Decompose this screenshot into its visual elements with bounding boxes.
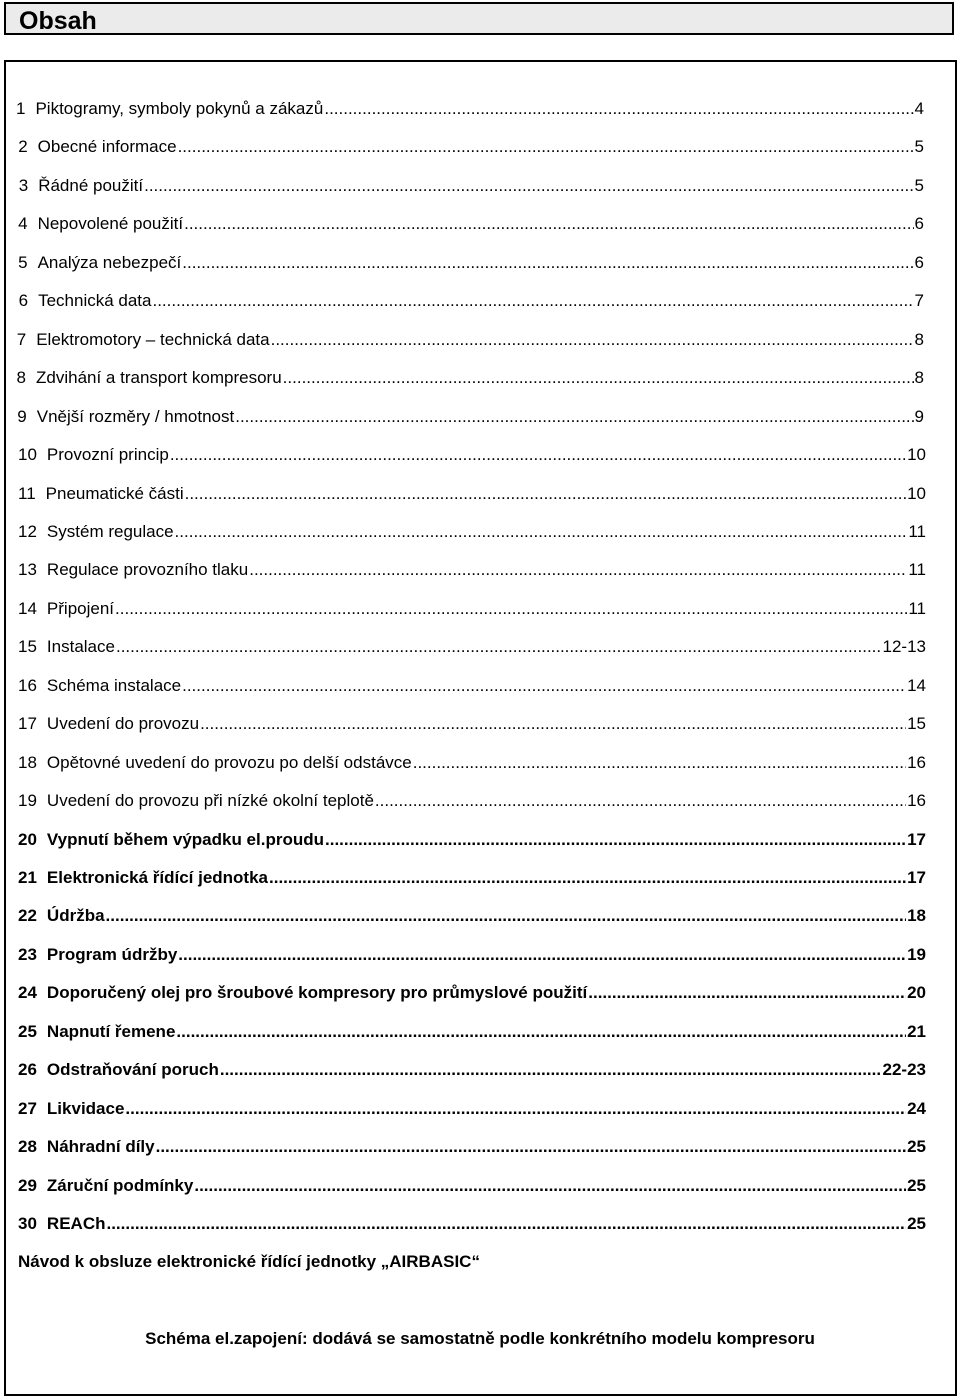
toc-leader-dots (324, 98, 913, 120)
toc-leader-dots (184, 213, 913, 235)
toc-row[interactable] (18, 829, 926, 851)
toc-row[interactable] (18, 1136, 926, 1158)
toc-page-number: 19 (907, 944, 926, 964)
toc-leader-dots (249, 559, 907, 581)
wiring-diagram-note: Schéma el.zapojení: dodává se samostatně podle konkrétního modelu kompresoru (145, 1329, 815, 1348)
toc-leader-dots (283, 367, 914, 389)
page-title: Obsah (19, 7, 97, 35)
toc-number: 15 (18, 637, 37, 657)
toc-page-number: 5 (914, 175, 924, 195)
toc-title: Analýza nebezpečí (37, 252, 182, 272)
toc-leader-dots (269, 867, 906, 889)
toc-leader-dots (413, 752, 906, 774)
toc-page-number: 6 (914, 214, 924, 234)
toc-row[interactable] (18, 1213, 926, 1235)
toc-leader-dots (185, 483, 906, 505)
toc-title: Systém regulace (46, 521, 174, 541)
header-bar (4, 2, 954, 35)
toc-title: Elektromotory – technická data (36, 329, 270, 349)
toc-page-number: 22-23 (882, 1060, 926, 1080)
toc-number: 4 (18, 214, 28, 234)
toc-page-number: 11 (908, 560, 926, 580)
toc-title: Uvedení do provozu při nízké okolní teplotě (46, 791, 374, 811)
toc-number: 9 (17, 406, 27, 426)
toc-row[interactable] (16, 406, 924, 428)
toc-number: 22 (18, 906, 37, 926)
toc-page-number: 17 (907, 829, 926, 849)
toc-title: Schéma instalace (46, 675, 182, 695)
toc-title: Regulace provozního tlaku (46, 560, 249, 580)
toc-number: 14 (18, 598, 37, 618)
toc-leader-dots (375, 790, 906, 812)
toc-title: REACh (46, 1214, 106, 1234)
toc-title: Instalace (46, 637, 115, 657)
toc-title: Vnější rozměry / hmotnost (36, 406, 235, 426)
toc-number: 16 (18, 675, 37, 695)
toc-page-number: 9 (914, 406, 924, 426)
toc-number: 7 (16, 329, 27, 349)
toc-page-number: 5 (914, 137, 924, 157)
toc-leader-dots (182, 675, 906, 697)
toc-leader-dots (156, 1136, 906, 1158)
toc-row[interactable] (16, 136, 924, 158)
toc-page-number: 25 (907, 1137, 926, 1157)
toc-number: 25 (18, 1021, 37, 1041)
toc-leader-dots (144, 175, 913, 197)
toc-row[interactable] (18, 559, 926, 581)
toc-row[interactable] (16, 98, 924, 120)
toc-row[interactable] (18, 1059, 926, 1081)
toc-leader-dots (200, 713, 906, 735)
toc-number: 26 (18, 1060, 37, 1080)
toc-page-number: 8 (914, 329, 924, 349)
toc-page-number: 25 (907, 1175, 926, 1195)
toc-leader-dots (182, 252, 913, 274)
toc-title: Likvidace (46, 1098, 125, 1118)
toc-number: 13 (18, 560, 37, 580)
toc-row[interactable] (16, 252, 924, 274)
toc-leader-dots (170, 444, 906, 466)
toc-number: 17 (18, 714, 37, 734)
toc-title: Napnutí řemene (46, 1021, 176, 1041)
toc-title: Piktogramy, symboly pokynů a zákazů (35, 99, 324, 118)
toc-number: 24 (18, 983, 37, 1003)
toc-page-number: 8 (914, 368, 924, 388)
toc-row[interactable] (18, 1021, 926, 1043)
toc-page-number: 14 (907, 675, 926, 695)
toc-number: 20 (18, 829, 37, 849)
toc-number: 18 (18, 752, 37, 772)
toc-title: Řádné použití (38, 175, 144, 195)
toc-page-number: 17 (907, 868, 926, 887)
toc-page-number: 11 (908, 598, 926, 618)
toc-title: Provozní princip (46, 445, 169, 465)
toc-page-number: 21 (907, 1021, 926, 1041)
toc-row[interactable] (18, 790, 926, 812)
toc-row[interactable] (18, 982, 926, 1004)
toc-page-number: 4 (914, 99, 924, 118)
toc-page-number: 24 (907, 1098, 926, 1118)
toc-number: 3 (18, 175, 29, 195)
toc-leader-dots (178, 136, 914, 158)
toc-leader-dots (178, 944, 906, 966)
toc-number: 28 (18, 1137, 37, 1157)
toc-title: Vypnutí během výpadku el.proudu (46, 829, 324, 849)
toc-leader-dots (194, 1175, 906, 1197)
airbasic-manual-line: Návod k obsluze elektronické řídící jednotky „AIRBASIC“ (18, 1252, 480, 1271)
toc-leader-dots (125, 1098, 906, 1120)
toc-page-number: 11 (908, 521, 926, 541)
toc-page-number: 20 (907, 983, 926, 1003)
toc-leader-dots (271, 329, 914, 351)
toc-number: 8 (16, 368, 26, 388)
toc-title: Připojení (46, 598, 115, 618)
toc-row[interactable] (18, 713, 926, 735)
toc-title: Obecné informace (37, 137, 177, 157)
toc-title: Údržba (46, 906, 105, 926)
toc-leader-dots (106, 1213, 906, 1235)
toc-page-number: 7 (914, 291, 924, 311)
toc-leader-dots (116, 636, 882, 658)
toc-title: Nepovolené použití (37, 214, 184, 234)
toc-page-number: 18 (907, 906, 926, 926)
toc-row[interactable] (16, 175, 924, 197)
toc-row[interactable] (18, 867, 926, 889)
toc-row[interactable] (18, 444, 926, 466)
toc-leader-dots (235, 406, 913, 428)
toc-page-number: 6 (914, 252, 924, 272)
toc-title: Odstraňování poruch (46, 1060, 219, 1080)
toc-leader-dots (175, 521, 908, 543)
toc-title: Uvedení do provozu (46, 714, 200, 734)
toc-title: Opětovné uvedení do provozu po delší odstávce (46, 752, 412, 772)
toc-title: Pneumatické části (45, 483, 184, 503)
toc-row[interactable] (18, 905, 926, 927)
toc-row[interactable] (18, 483, 926, 505)
toc-leader-dots (106, 905, 907, 927)
toc-page-number: 15 (907, 714, 926, 734)
toc-row[interactable] (16, 213, 924, 235)
toc-row[interactable] (18, 1098, 926, 1120)
toc-number: 2 (18, 137, 28, 157)
toc-page-number: 10 (907, 445, 926, 465)
toc-row[interactable] (18, 675, 926, 697)
toc-number: 5 (18, 252, 28, 272)
toc-title: Program údržby (46, 944, 178, 964)
toc-title: Elektronická řídící jednotka (46, 868, 268, 887)
toc-row[interactable] (18, 636, 926, 658)
toc-title: Zdvihání a transport kompresoru (36, 368, 282, 388)
toc-number: 1 (16, 99, 26, 118)
toc-page-number: 12-13 (882, 637, 926, 657)
toc-number: 23 (18, 944, 37, 964)
toc-number: 27 (18, 1098, 37, 1118)
toc-leader-dots (115, 598, 907, 620)
toc-row[interactable] (16, 290, 924, 312)
toc-page-number: 16 (907, 752, 926, 772)
toc-number: 21 (18, 868, 37, 887)
toc-row[interactable] (18, 944, 926, 966)
toc-row[interactable] (18, 521, 926, 543)
toc-leader-dots (176, 1021, 906, 1043)
toc-title: Náhradní díly (46, 1137, 155, 1157)
toc-row[interactable] (16, 367, 924, 389)
toc-number: 19 (18, 791, 37, 811)
toc-leader-dots (588, 982, 906, 1004)
toc-row[interactable] (18, 1175, 926, 1197)
toc-number: 11 (18, 483, 36, 503)
toc-title: Doporučený olej pro šroubové kompresory pro průmyslové použití (46, 983, 588, 1003)
toc-leader-dots (325, 829, 906, 851)
toc-number: 12 (18, 521, 37, 541)
toc-page-number: 10 (907, 483, 926, 503)
toc-row[interactable] (16, 329, 924, 351)
toc-page-number: 25 (907, 1214, 926, 1234)
toc-row[interactable] (18, 752, 926, 774)
toc-title: Technická data (38, 291, 152, 311)
toc-number: 10 (18, 445, 37, 465)
toc-leader-dots (152, 290, 913, 312)
toc-row[interactable] (18, 598, 926, 620)
toc-number: 30 (18, 1214, 37, 1234)
toc-number: 29 (18, 1175, 37, 1195)
toc-title: Záruční podmínky (46, 1175, 194, 1195)
toc-leader-dots (220, 1059, 882, 1081)
toc-number: 6 (18, 291, 29, 311)
toc-page-number: 16 (907, 791, 926, 811)
